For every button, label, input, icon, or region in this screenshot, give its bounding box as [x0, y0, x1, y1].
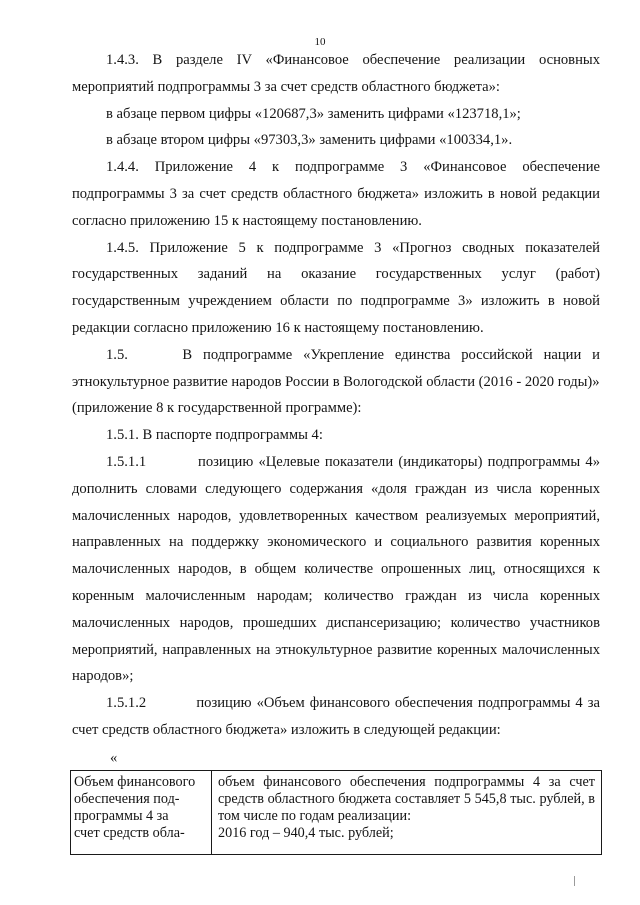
- document-body: [72, 47, 604, 855]
- paragraph-1-5: 1.5. В подпрограмме «Укрепление единства российской нации и этнокультурное развитие народов России в Вологодской области (2016 - 2020 годы)»: [72, 346, 604, 390]
- paragraph-1-4-5: 1.4.5. Приложение 5 к подпрограмме 3 «Прогноз сводных показателей государственных заданий на оказание государственных услуг (работ) государственным учреждением области по подпрограмме 3» изложить в новой редакции согласно приложению 16 к настоящему постановлению.: [72, 239, 604, 336]
- financing-table: [70, 770, 602, 855]
- table-row: [71, 770, 602, 854]
- scan-edge-mark: [574, 876, 575, 886]
- paragraph-1-5-continuation: (приложение 8 к государственной программе):: [72, 400, 362, 417]
- paragraph-1-5-1-1: 1.5.1.1 позицию «Целевые показатели (индикаторы) подпрограммы 4» дополнить словами следующего содержания «доля граждан из числа коренных малочисленных народов, удовлетворенных качеством реализуемых мероприятий, направленных на поддержку экономического и социального развития коренных малочисленных народов, в общем количестве опрошенных лиц, относящихся к коренным малочисленным народам; количество граждан из числа коренных малочисленных народов, прошедших диспансеризацию; количество участников мероприятий, направленных на этнокультурное развитие коренных малочисленных народов»;: [72, 453, 604, 685]
- paragraph-1-5-1-2: 1.5.1.2 позицию «Объем финансового обеспечения подпрограммы 4 за счет средств областного бюджета» изложить в следующей редакции:: [72, 695, 604, 738]
- paragraph-1-5-1: 1.5.1. В паспорте подпрограммы 4:: [106, 427, 323, 444]
- paragraph-abzac-pervyi: в абзаце первом цифры «120687,3» заменить цифрами «123718,1»;: [106, 105, 521, 122]
- paragraph-1-4-3: 1.4.3. В разделе IV «Финансовое обеспечение реализации основных мероприятий подпрограммы 3 за счет средств областного бюджета»:: [72, 52, 604, 95]
- table-cell-label: Объем финансового обеспечения под- программы 4 за счет средств обла-: [71, 770, 212, 854]
- opening-quote-mark: «: [110, 749, 118, 766]
- table-cell-value: объем финансового обеспечения подпрограммы 4 за счет средств областного бюджета составляет 5 545,8 тыс. рублей, в том числе по годам реализации: 2016 год – 940,4 тыс. рублей;: [212, 770, 602, 854]
- paragraph-abzac-vtoroi: в абзаце втором цифры «97303,3» заменить цифрами «100334,1».: [106, 132, 513, 149]
- page-number: 10: [314, 36, 326, 48]
- paragraph-1-4-4: 1.4.4. Приложение 4 к подпрограмме 3 «Финансовое обеспечение подпрограммы 3 за счет средств областного бюджета» изложить в новой редакции согласно приложению 15 к настоящему постановлению.: [72, 159, 604, 229]
